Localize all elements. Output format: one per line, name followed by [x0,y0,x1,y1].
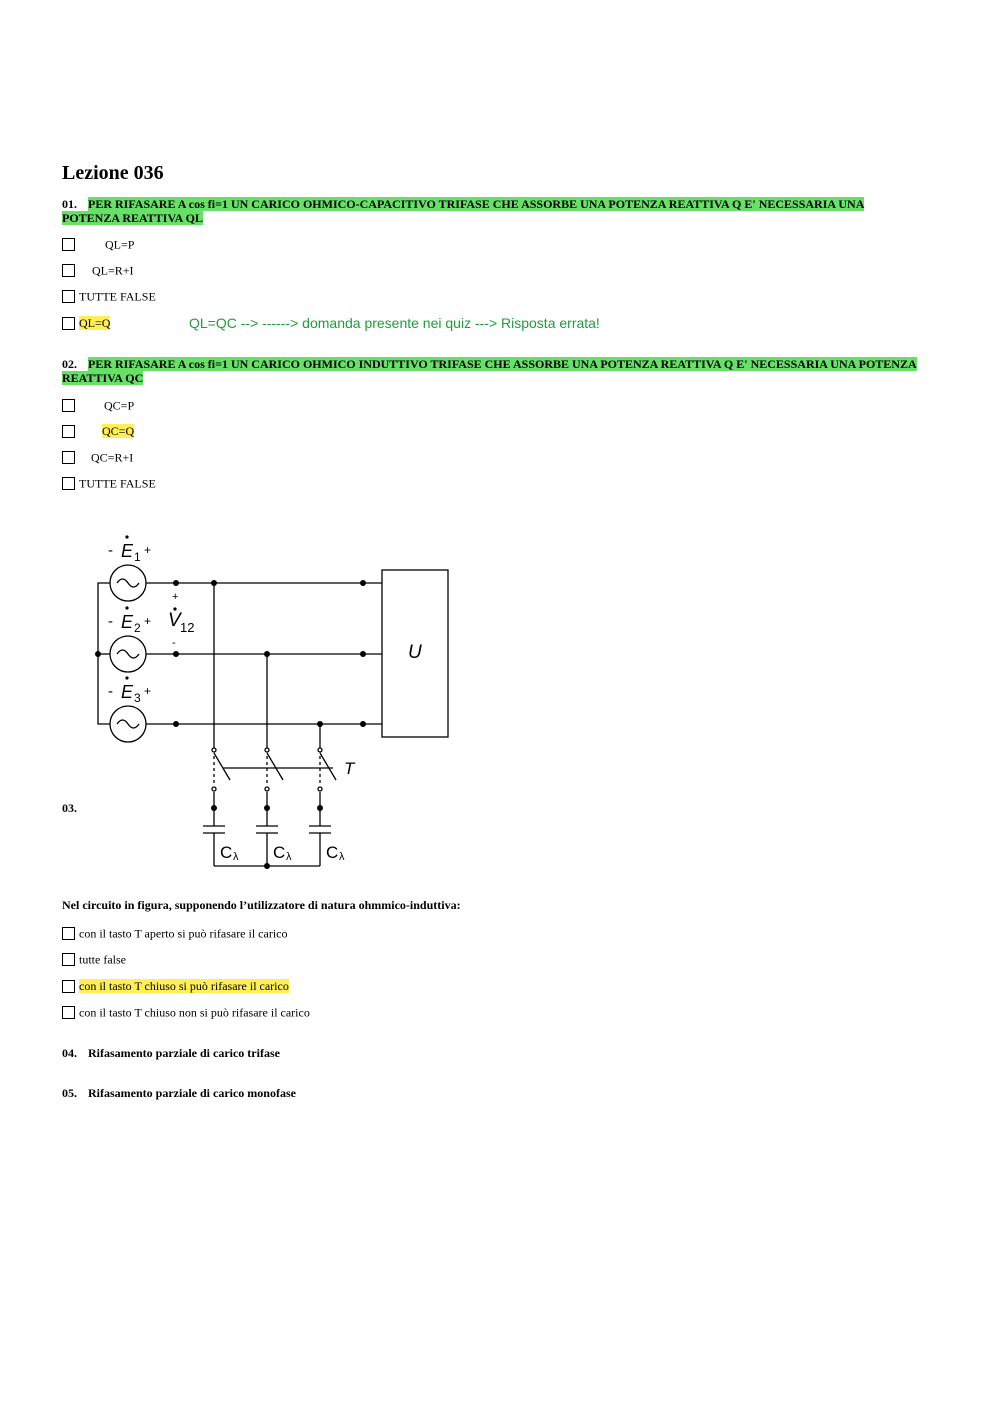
question-number: 04. [62,1046,77,1060]
checkbox[interactable] [62,264,75,277]
e2-label: E [121,612,134,632]
option-label: QC=R+I [91,450,134,465]
checkbox[interactable] [62,290,75,303]
checkbox[interactable] [62,425,75,438]
e2-plus: + [144,614,152,628]
question-text: PER RIFASARE A cos fi=1 UN CARICO OHMICO INDUTTIVO TRIFASE CHE ASSORBE UNA POTENZA REATTIVA Q E' NECESSARIA UNA POTENZA REATTIVA QC [62,357,917,385]
q1-option-1[interactable] [62,235,134,251]
q3-option-2[interactable] [62,950,126,966]
checkbox[interactable] [62,317,75,330]
question-number: 01. [62,197,77,211]
load-label: U [408,642,422,663]
q1-option-2[interactable] [62,261,134,277]
question-text: PER RIFASARE A cos fi=1 UN CARICO OHMICO-CAPACITIVO TRIFASE CHE ASSORBE UNA POTENZA REATTIVA Q E' NECESSARIA UNA POTENZA REATTIVA QL [62,197,865,225]
q2-option-3[interactable] [62,448,133,464]
q2-option-2[interactable] [62,422,134,438]
checkbox[interactable] [62,953,75,966]
question-05-heading [62,1086,922,1100]
checkbox[interactable] [62,1006,75,1019]
e1-label: E [121,541,134,561]
e3-sub: 3 [134,691,141,705]
option-label-highlighted: con il tasto T chiuso si può rifasare il carico [79,979,289,994]
option-label: con il tasto T chiuso non si può rifasare il carico [79,1005,310,1020]
q2-option-4[interactable] [62,474,156,490]
e3-label: E [121,682,134,702]
q3-option-3[interactable] [62,977,289,993]
option-label: QL=P [105,237,135,252]
option-label: tutte false [79,952,126,967]
question-number: 05. [62,1086,77,1100]
cap-3-label: C [326,843,339,862]
v12-sub: 12 [180,620,195,635]
cap-1-label: C [220,843,233,862]
circuit-diagram [90,528,470,878]
e2-sub: 2 [134,621,141,635]
checkbox[interactable] [62,399,75,412]
question-04-heading [62,1046,922,1060]
q1-option-4[interactable] [62,314,110,330]
question-03-number: 03. [62,801,77,815]
checkbox[interactable] [62,238,75,251]
checkbox[interactable] [62,477,75,490]
checkbox[interactable] [62,451,75,464]
cap-1-sub: λ [233,851,239,863]
e2-minus: - [108,613,113,630]
question-text: Rifasamento parziale di carico trifase [88,1046,280,1060]
switch-label: T [344,759,355,778]
v12-label: V [168,610,181,631]
option-label: QL=R+I [92,263,134,278]
q3-option-4[interactable] [62,1003,310,1019]
option-label-highlighted: QL=Q [79,316,111,331]
question-number: 02. [62,357,77,371]
checkbox[interactable] [62,980,75,993]
cap-2-sub: λ [286,851,292,863]
q3-option-1[interactable] [62,924,288,940]
option-label: con il tasto T aperto si può rifasare il carico [79,926,288,941]
v12-minus: - [172,637,176,649]
checkbox[interactable] [62,927,75,940]
e3-minus: - [108,683,113,700]
answer-note: QL=QC --> ------> domanda presente nei quiz ---> Risposta errata! [189,315,600,331]
e1-sub: 1 [134,550,141,564]
e1-plus: + [144,543,152,557]
question-03-text: Nel circuito in figura, supponendo l’utilizzatore di natura ohmmico-induttiva: [62,898,461,912]
cap-2-label: C [273,843,286,862]
option-label: TUTTE FALSE [79,476,156,491]
cap-3-sub: λ [339,851,345,863]
option-label: TUTTE FALSE [79,289,156,304]
option-label: QC=P [104,398,135,413]
lesson-title: Lezione 036 [62,162,164,184]
v12-plus: + [172,591,179,603]
option-label-highlighted: QC=Q [102,424,135,439]
question-02-heading [62,357,922,385]
q1-option-3[interactable] [62,287,156,303]
e3-plus: + [144,684,152,698]
q2-option-1[interactable] [62,396,134,412]
question-01-heading [62,197,922,225]
e1-minus: - [108,542,113,559]
question-text: Rifasamento parziale di carico monofase [88,1086,296,1100]
